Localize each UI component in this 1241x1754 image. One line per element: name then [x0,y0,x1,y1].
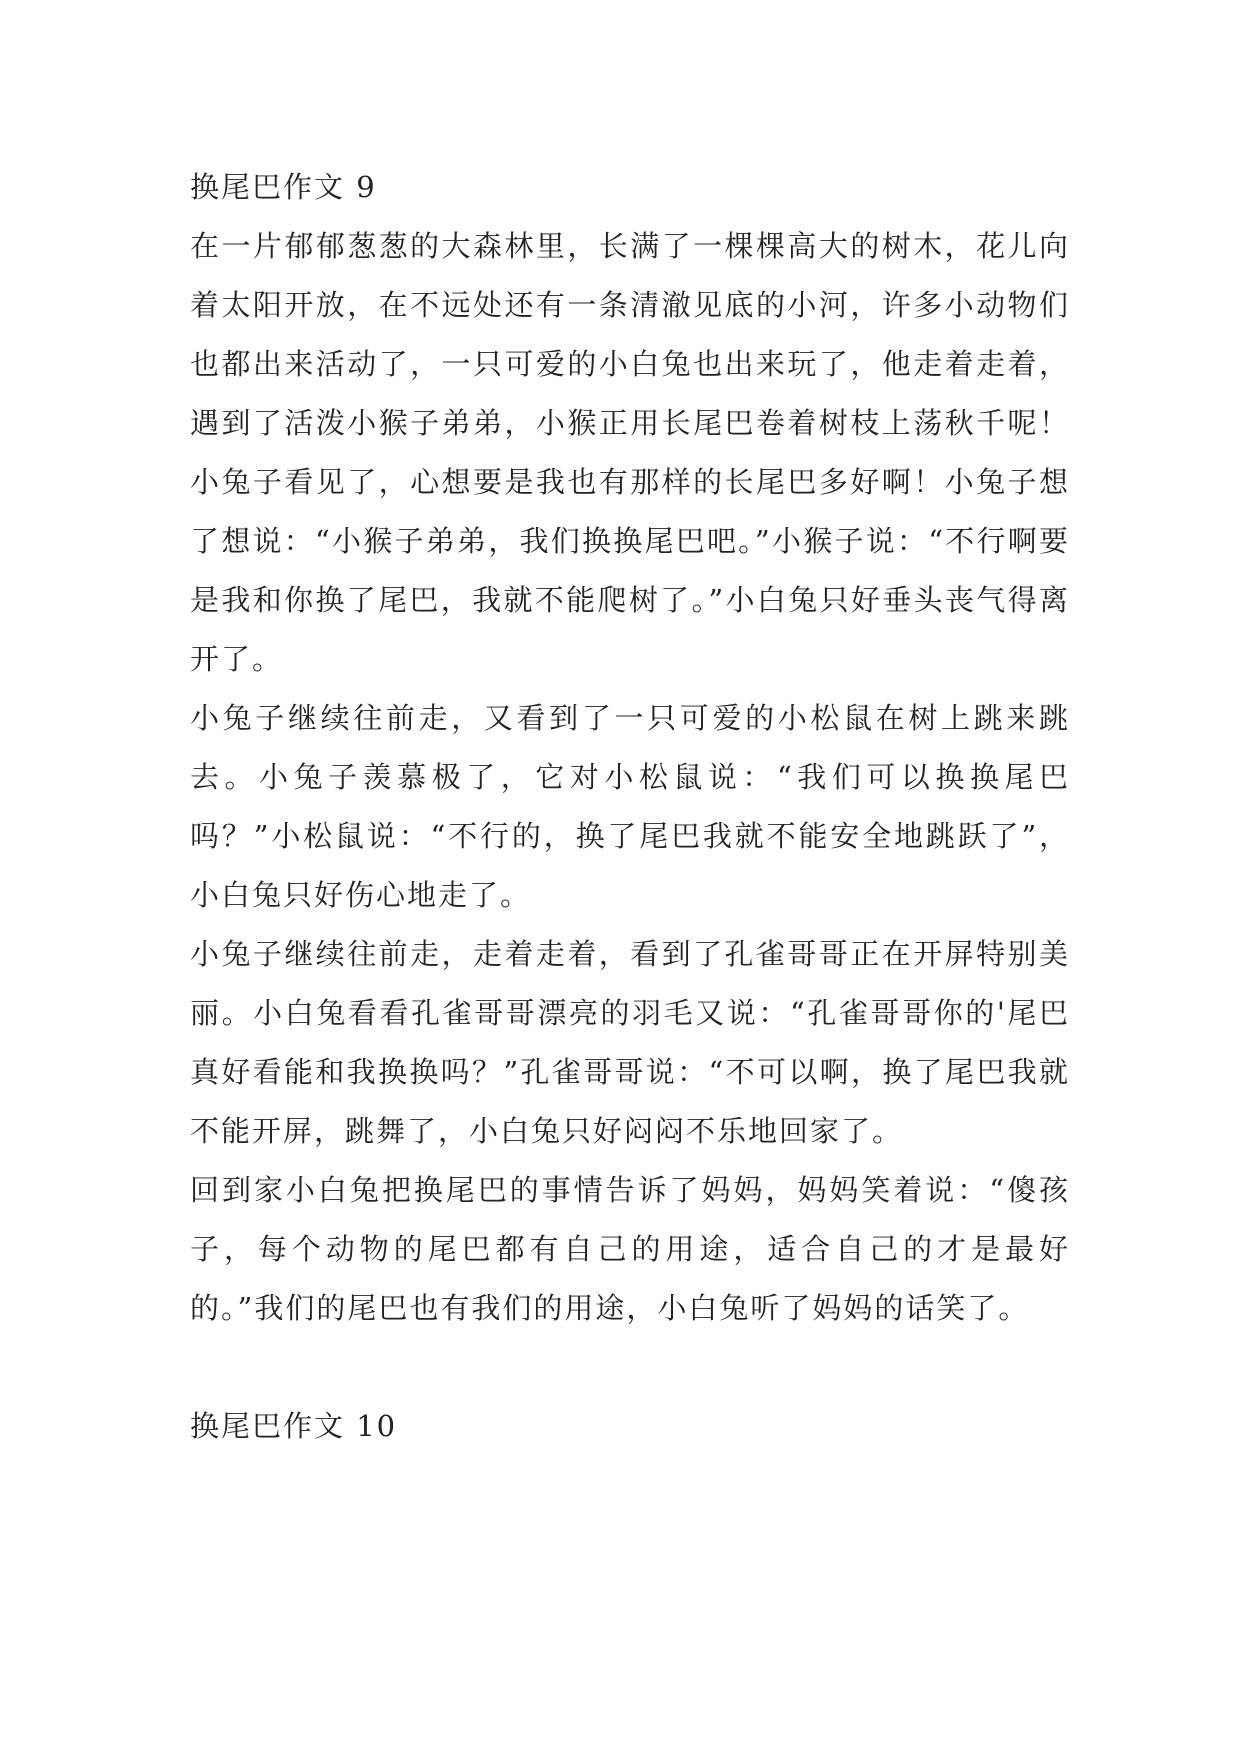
essay-9-paragraph-4: 回到家小白兔把换尾巴的事情告诉了妈妈，妈妈笑着说：“傻孩子，每个动物的尾巴都有自己的用途，适合自己的才是最好的。”我们的尾巴也有我们的用途，小白兔听了妈妈的话笑了。 [190,1173,1070,1325]
section-gap [190,1338,1070,1397]
essay-10-title: 换尾巴作文 10 [190,1409,398,1443]
essay-9-paragraph-1: 在一片郁郁葱葱的大森林里，长满了一棵棵高大的树木，花儿向着太阳开放，在不远处还有一条清澈见底的小河，许多小动物们也都出来活动了，一只可爱的小白兔也出来玩了，他走着走着，遇到了活泼小猴子弟弟，小猴正用长尾巴卷着树枝上荡秋千呢！小兔子看见了，心想要是我也有那样的长尾巴多好啊！小兔子想了想说：“小猴子弟弟，我们换换尾巴吧。”小猴子说：“不行啊要是我和你换了尾巴，我就不能爬树了。”小白兔只好垂头丧气得离开了。 [190,229,1070,676]
document-body [190,158,1070,1456]
essay-9-paragraph-3: 小兔子继续往前走，走着走着，看到了孔雀哥哥正在开屏特别美丽。小白兔看看孔雀哥哥漂亮的羽毛又说：“孔雀哥哥你的'尾巴真好看能和我换换吗？”孔雀哥哥说：“不可以啊，换了尾巴我就不能开屏，跳舞了，小白兔只好闷闷不乐地回家了。 [190,937,1070,1148]
essay-9-title: 换尾巴作文 9 [190,170,377,204]
essay-9-paragraph-2: 小兔子继续往前走，又看到了一只可爱的小松鼠在树上跳来跳去。小兔子羡慕极了，它对小松鼠说：“我们可以换换尾巴吗？”小松鼠说：“不行的，换了尾巴我就不能安全地跳跃了”，小白兔只好伤心地走了。 [190,701,1070,912]
